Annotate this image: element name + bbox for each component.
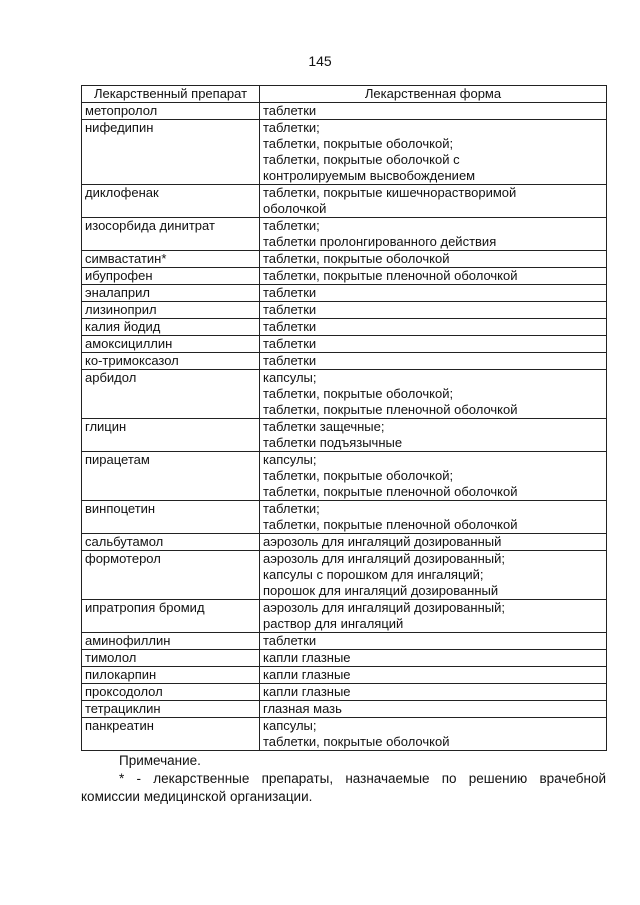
drug-form-line: таблетки, покрытые пленочной оболочкой <box>263 517 518 532</box>
drug-form-cell <box>260 701 607 718</box>
table-row <box>82 667 607 684</box>
drug-name-cell: проксодолол <box>82 684 260 701</box>
drug-name-cell: тимолол <box>82 650 260 667</box>
drug-form-cell <box>260 251 607 268</box>
drug-form-line: таблетки <box>263 633 317 648</box>
drug-form-line: таблетки пролонгированного действия <box>263 234 497 249</box>
drug-form-line: порошок для ингаляций дозированный <box>263 583 499 598</box>
drug-form-cell <box>260 319 607 336</box>
drug-form-line: таблетки <box>263 285 317 300</box>
drug-name-cell: симвастатин* <box>82 251 260 268</box>
drug-form-cell <box>260 650 607 667</box>
drug-form-line: капли глазные <box>263 650 351 665</box>
drug-form-line: таблетки, покрытые оболочкой; <box>263 468 454 483</box>
drug-name-cell: изосорбида динитрат <box>82 218 260 251</box>
drug-name-cell: пирацетам <box>82 452 260 501</box>
drug-form-line: таблетки <box>263 302 317 317</box>
table-header-row <box>82 86 607 103</box>
drug-form-line: таблетки, покрытые оболочкой <box>263 734 450 749</box>
table-row <box>82 336 607 353</box>
drug-form-line: таблетки <box>263 353 317 368</box>
drug-form-cell <box>260 600 607 633</box>
drug-form-line: таблетки, покрытые пленочной оболочкой <box>263 484 518 499</box>
drug-form-line: глазная мазь <box>263 701 342 716</box>
table-row <box>82 684 607 701</box>
drug-form-line: капсулы; <box>263 718 317 733</box>
drug-form-line: аэрозоль для ингаляций дозированный; <box>263 600 505 615</box>
drug-form-line: капсулы; <box>263 370 317 385</box>
drug-form-cell <box>260 667 607 684</box>
drug-forms-table <box>81 85 607 751</box>
table-row <box>82 120 607 185</box>
table-row <box>82 319 607 336</box>
drug-name-cell: нифедипин <box>82 120 260 185</box>
drug-form-cell <box>260 353 607 370</box>
drug-form-line: таблетки; <box>263 120 320 135</box>
table-row <box>82 285 607 302</box>
note-title: Примечание. <box>119 753 201 768</box>
table-body <box>82 103 607 751</box>
drug-form-line: таблетки защечные; <box>263 419 385 434</box>
drug-form-line: аэрозоль для ингаляций дозированный; <box>263 551 505 566</box>
drug-form-line: таблетки <box>263 336 317 351</box>
drug-form-cell <box>260 419 607 452</box>
table-row <box>82 419 607 452</box>
drug-form-line: контролируемым высвобождением <box>263 168 476 183</box>
drug-form-line: таблетки; <box>263 501 320 516</box>
drug-form-cell <box>260 336 607 353</box>
drug-name-cell: лизиноприл <box>82 302 260 319</box>
drug-form-cell <box>260 120 607 185</box>
table-row <box>82 650 607 667</box>
table-row <box>82 302 607 319</box>
drug-form-line: капли глазные <box>263 684 351 699</box>
drug-form-line: таблетки, покрытые оболочкой <box>263 251 450 266</box>
drug-form-cell <box>260 684 607 701</box>
drug-form-line: таблетки, покрытые пленочной оболочкой <box>263 268 518 283</box>
table-row <box>82 251 607 268</box>
drug-form-line: капсулы; <box>263 452 317 467</box>
page-number: 145 <box>308 53 332 69</box>
drug-form-cell <box>260 302 607 319</box>
drug-name-cell: глицин <box>82 419 260 452</box>
drug-name-cell: метопролол <box>82 103 260 120</box>
header-form: Лекарственная форма <box>260 86 607 103</box>
drug-form-cell <box>260 633 607 650</box>
drug-form-line: оболочкой <box>263 201 327 216</box>
drug-form-line: раствор для ингаляций <box>263 616 404 631</box>
drug-name-cell: калия йодид <box>82 319 260 336</box>
drug-form-cell <box>260 185 607 218</box>
drug-form-cell <box>260 370 607 419</box>
table-row <box>82 353 607 370</box>
drug-form-cell <box>260 103 607 120</box>
table-row <box>82 501 607 534</box>
table-row <box>82 534 607 551</box>
drug-form-line: таблетки, покрытые оболочкой; <box>263 136 454 151</box>
drug-name-cell: винпоцетин <box>82 501 260 534</box>
drug-name-cell: тетрациклин <box>82 701 260 718</box>
drug-form-line: таблетки <box>263 319 317 334</box>
drug-form-line: таблетки, покрытые оболочкой с <box>263 152 460 167</box>
table-row <box>82 600 607 633</box>
drug-form-cell <box>260 268 607 285</box>
drug-name-cell: эналаприл <box>82 285 260 302</box>
table-row <box>82 268 607 285</box>
note <box>81 752 606 806</box>
drug-name-cell: арбидол <box>82 370 260 419</box>
table-row <box>82 218 607 251</box>
drug-name-cell: ибупрофен <box>82 268 260 285</box>
drug-name-cell: панкреатин <box>82 718 260 751</box>
note-text <box>81 770 606 806</box>
drug-form-cell <box>260 285 607 302</box>
note-line-1: * - лекарственные препараты, назначаемые по решению врачебной <box>119 771 606 786</box>
table-row <box>82 370 607 419</box>
drug-name-cell: аминофиллин <box>82 633 260 650</box>
drug-form-line: капсулы с порошком для ингаляций; <box>263 567 484 582</box>
drug-name-cell: ипратропия бромид <box>82 600 260 633</box>
drug-form-line: капли глазные <box>263 667 351 682</box>
table-row <box>82 103 607 120</box>
drug-name-cell: ко-тримоксазол <box>82 353 260 370</box>
drug-form-line: таблетки <box>263 103 317 118</box>
drug-form-line: таблетки; <box>263 218 320 233</box>
drug-form-cell <box>260 718 607 751</box>
drug-name-cell: диклофенак <box>82 185 260 218</box>
drug-form-cell <box>260 534 607 551</box>
drug-form-cell <box>260 551 607 600</box>
table-row <box>82 551 607 600</box>
drug-name-cell: сальбутамол <box>82 534 260 551</box>
table-row <box>82 452 607 501</box>
drug-name-cell: формотерол <box>82 551 260 600</box>
drug-name-cell: амоксициллин <box>82 336 260 353</box>
drug-form-line: таблетки подъязычные <box>263 435 403 450</box>
drug-name-cell: пилокарпин <box>82 667 260 684</box>
drug-form-cell <box>260 501 607 534</box>
header-drug: Лекарственный препарат <box>82 86 260 103</box>
table-row <box>82 185 607 218</box>
drug-form-cell <box>260 452 607 501</box>
note-line-2: комиссии медицинской организации. <box>81 789 313 804</box>
table-row <box>82 701 607 718</box>
drug-form-line: таблетки, покрытые пленочной оболочкой <box>263 402 518 417</box>
table-row <box>82 718 607 751</box>
table-row <box>82 633 607 650</box>
drug-form-line: аэрозоль для ингаляций дозированный <box>263 534 502 549</box>
drug-form-line: таблетки, покрытые оболочкой; <box>263 386 454 401</box>
drug-form-line: таблетки, покрытые кишечнорастворимой <box>263 185 517 200</box>
drug-form-cell <box>260 218 607 251</box>
